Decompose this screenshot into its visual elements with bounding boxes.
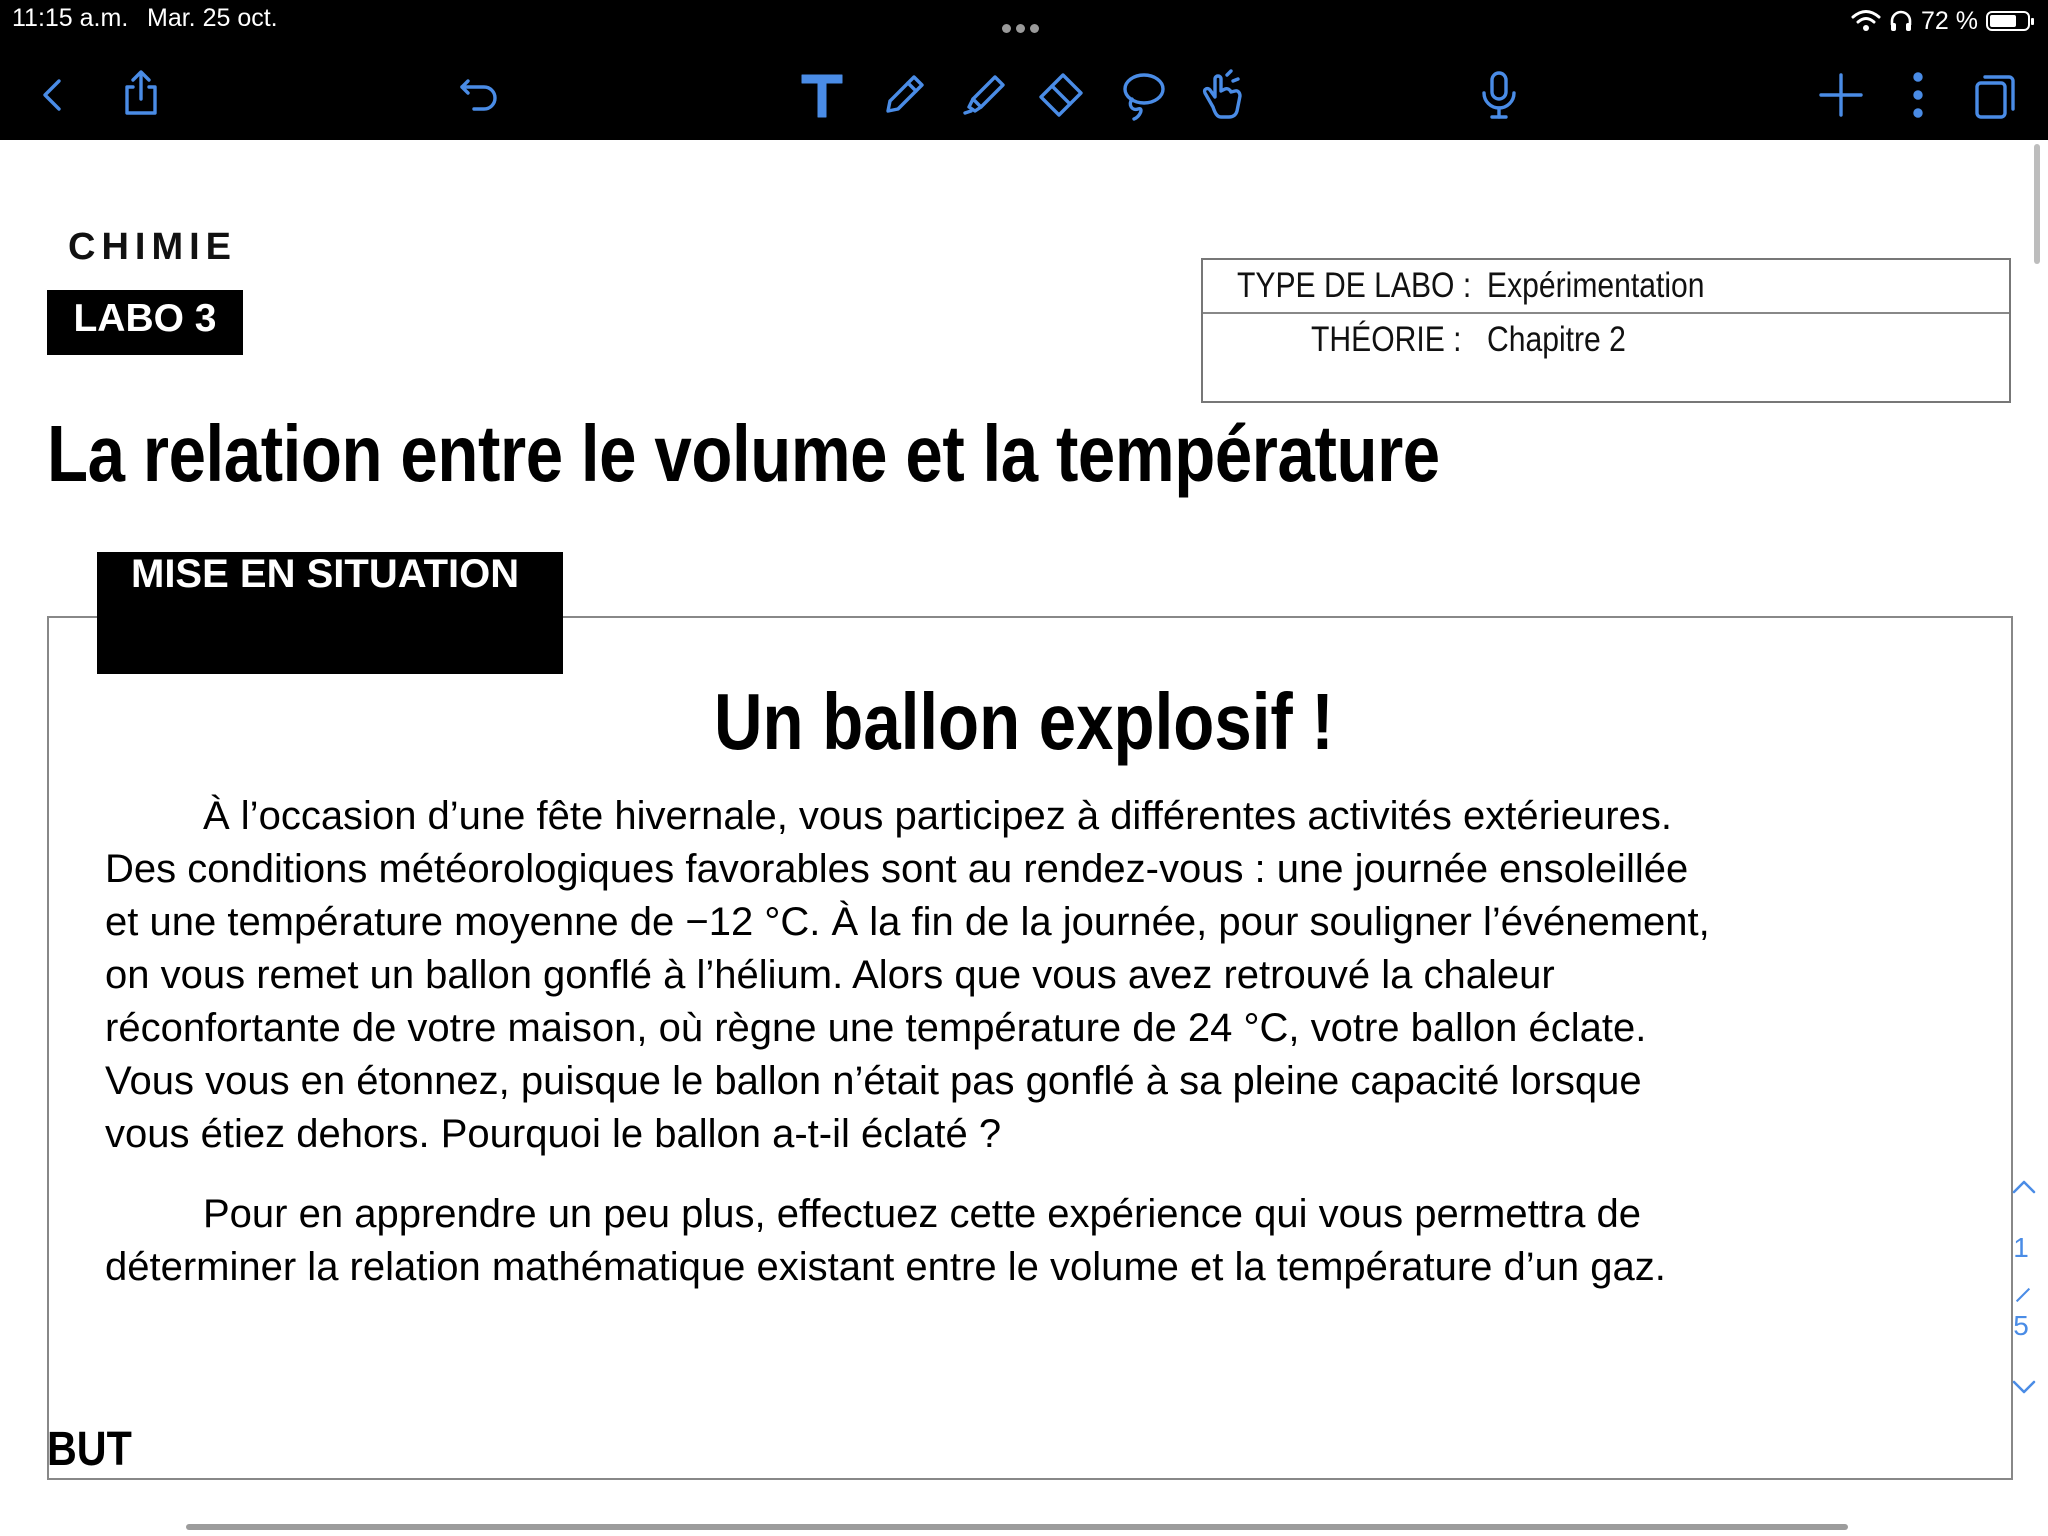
paragraph-line: Vous vous en étonnez, puisque le ballon n’était pas gonflé à sa pleine capacité lorsque — [105, 1059, 1642, 1103]
pen-icon[interactable] — [873, 64, 935, 126]
battery-icon — [1986, 11, 2030, 31]
battery-percent: 72 % — [1921, 6, 1978, 35]
top-bar — [0, 0, 2048, 140]
page-navigator — [1998, 1180, 2048, 1420]
lab-info-box — [1201, 258, 2011, 403]
add-icon[interactable] — [1810, 64, 1872, 126]
story-title-text: Un ballon explosif ! — [714, 677, 1334, 766]
paragraph-line: Pour en apprendre un peu plus, effectuez cette expérience qui vous permettra de — [203, 1192, 1641, 1236]
multitasking-dots-icon[interactable] — [1002, 20, 1046, 30]
paragraph-line: déterminer la relation mathématique existant entre le volume et la température d’un gaz. — [105, 1245, 1666, 1289]
paragraph-1 — [105, 790, 2005, 1161]
document-page[interactable] — [0, 140, 2048, 1536]
status-time: 11:15 a.m. — [12, 4, 129, 32]
paragraph-line: et une température moyenne de −12 °C. À la fin de la journée, pour souligner l’événement, — [105, 900, 1710, 944]
battery-fill — [1990, 15, 2016, 27]
lasso-icon[interactable] — [1111, 64, 1173, 126]
paragraph-line: réconfortante de votre maison, où règne une température de 24 °C, votre ballon éclate. — [105, 1006, 1647, 1050]
paragraph-2 — [105, 1188, 2005, 1294]
theory-value: Chapitre 2 — [1487, 320, 1626, 359]
lab-type-label: TYPE DE LABO : — [1237, 266, 1472, 305]
pages-icon[interactable] — [1964, 64, 2026, 126]
horizontal-scrollbar[interactable] — [186, 1524, 1848, 1530]
undo-icon[interactable] — [449, 64, 511, 126]
paragraph-line: Des conditions météorologiques favorables sont au rendez-vous : une journée ensoleillée — [105, 847, 1689, 891]
story-title — [0, 676, 2048, 768]
labo-badge: LABO 3 — [47, 290, 243, 355]
next-page-chevron-icon[interactable] — [2012, 1380, 2036, 1394]
laser-pointer-icon[interactable] — [1190, 64, 1252, 126]
status-right — [1851, 4, 2030, 38]
document-title: La relation entre le volume et la température — [47, 409, 1440, 498]
back-chevron-icon[interactable] — [22, 64, 84, 126]
text-tool-icon[interactable] — [791, 64, 853, 126]
highlighter-icon[interactable] — [952, 64, 1014, 126]
previous-page-chevron-icon[interactable] — [2012, 1180, 2036, 1194]
vertical-scrollbar[interactable] — [2034, 144, 2040, 264]
situation-tab: MISE EN SITUATION — [97, 552, 563, 674]
lab-type-value: Expérimentation — [1487, 266, 1705, 305]
theory-label: THÉORIE : — [1311, 320, 1462, 359]
paragraph-line: vous étiez dehors. Pourquoi le ballon a-t-il éclaté ? — [105, 1112, 1002, 1156]
paragraph-line: on vous remet un ballon gonflé à l’hélium. Alors que vous avez retrouvé la chaleur — [105, 953, 1555, 997]
eraser-icon[interactable] — [1030, 64, 1092, 126]
wifi-icon — [1851, 9, 1881, 33]
microphone-icon[interactable] — [1468, 64, 1530, 126]
share-icon[interactable] — [110, 64, 172, 126]
subject-label: CHIMIE — [68, 226, 237, 268]
headphones-icon — [1889, 9, 1913, 33]
more-icon[interactable] — [1887, 64, 1949, 126]
status-date: Mar. 25 oct. — [147, 4, 278, 32]
current-page-number: 1 — [2013, 1232, 2029, 1263]
total-pages-number: 5 — [2013, 1310, 2029, 1341]
section-heading-but: BUT — [47, 1423, 132, 1476]
page-separator — [2016, 1288, 2030, 1302]
paragraph-line: À l’occasion d’une fête hivernale, vous participez à différentes activités extérieures. — [203, 794, 1672, 838]
